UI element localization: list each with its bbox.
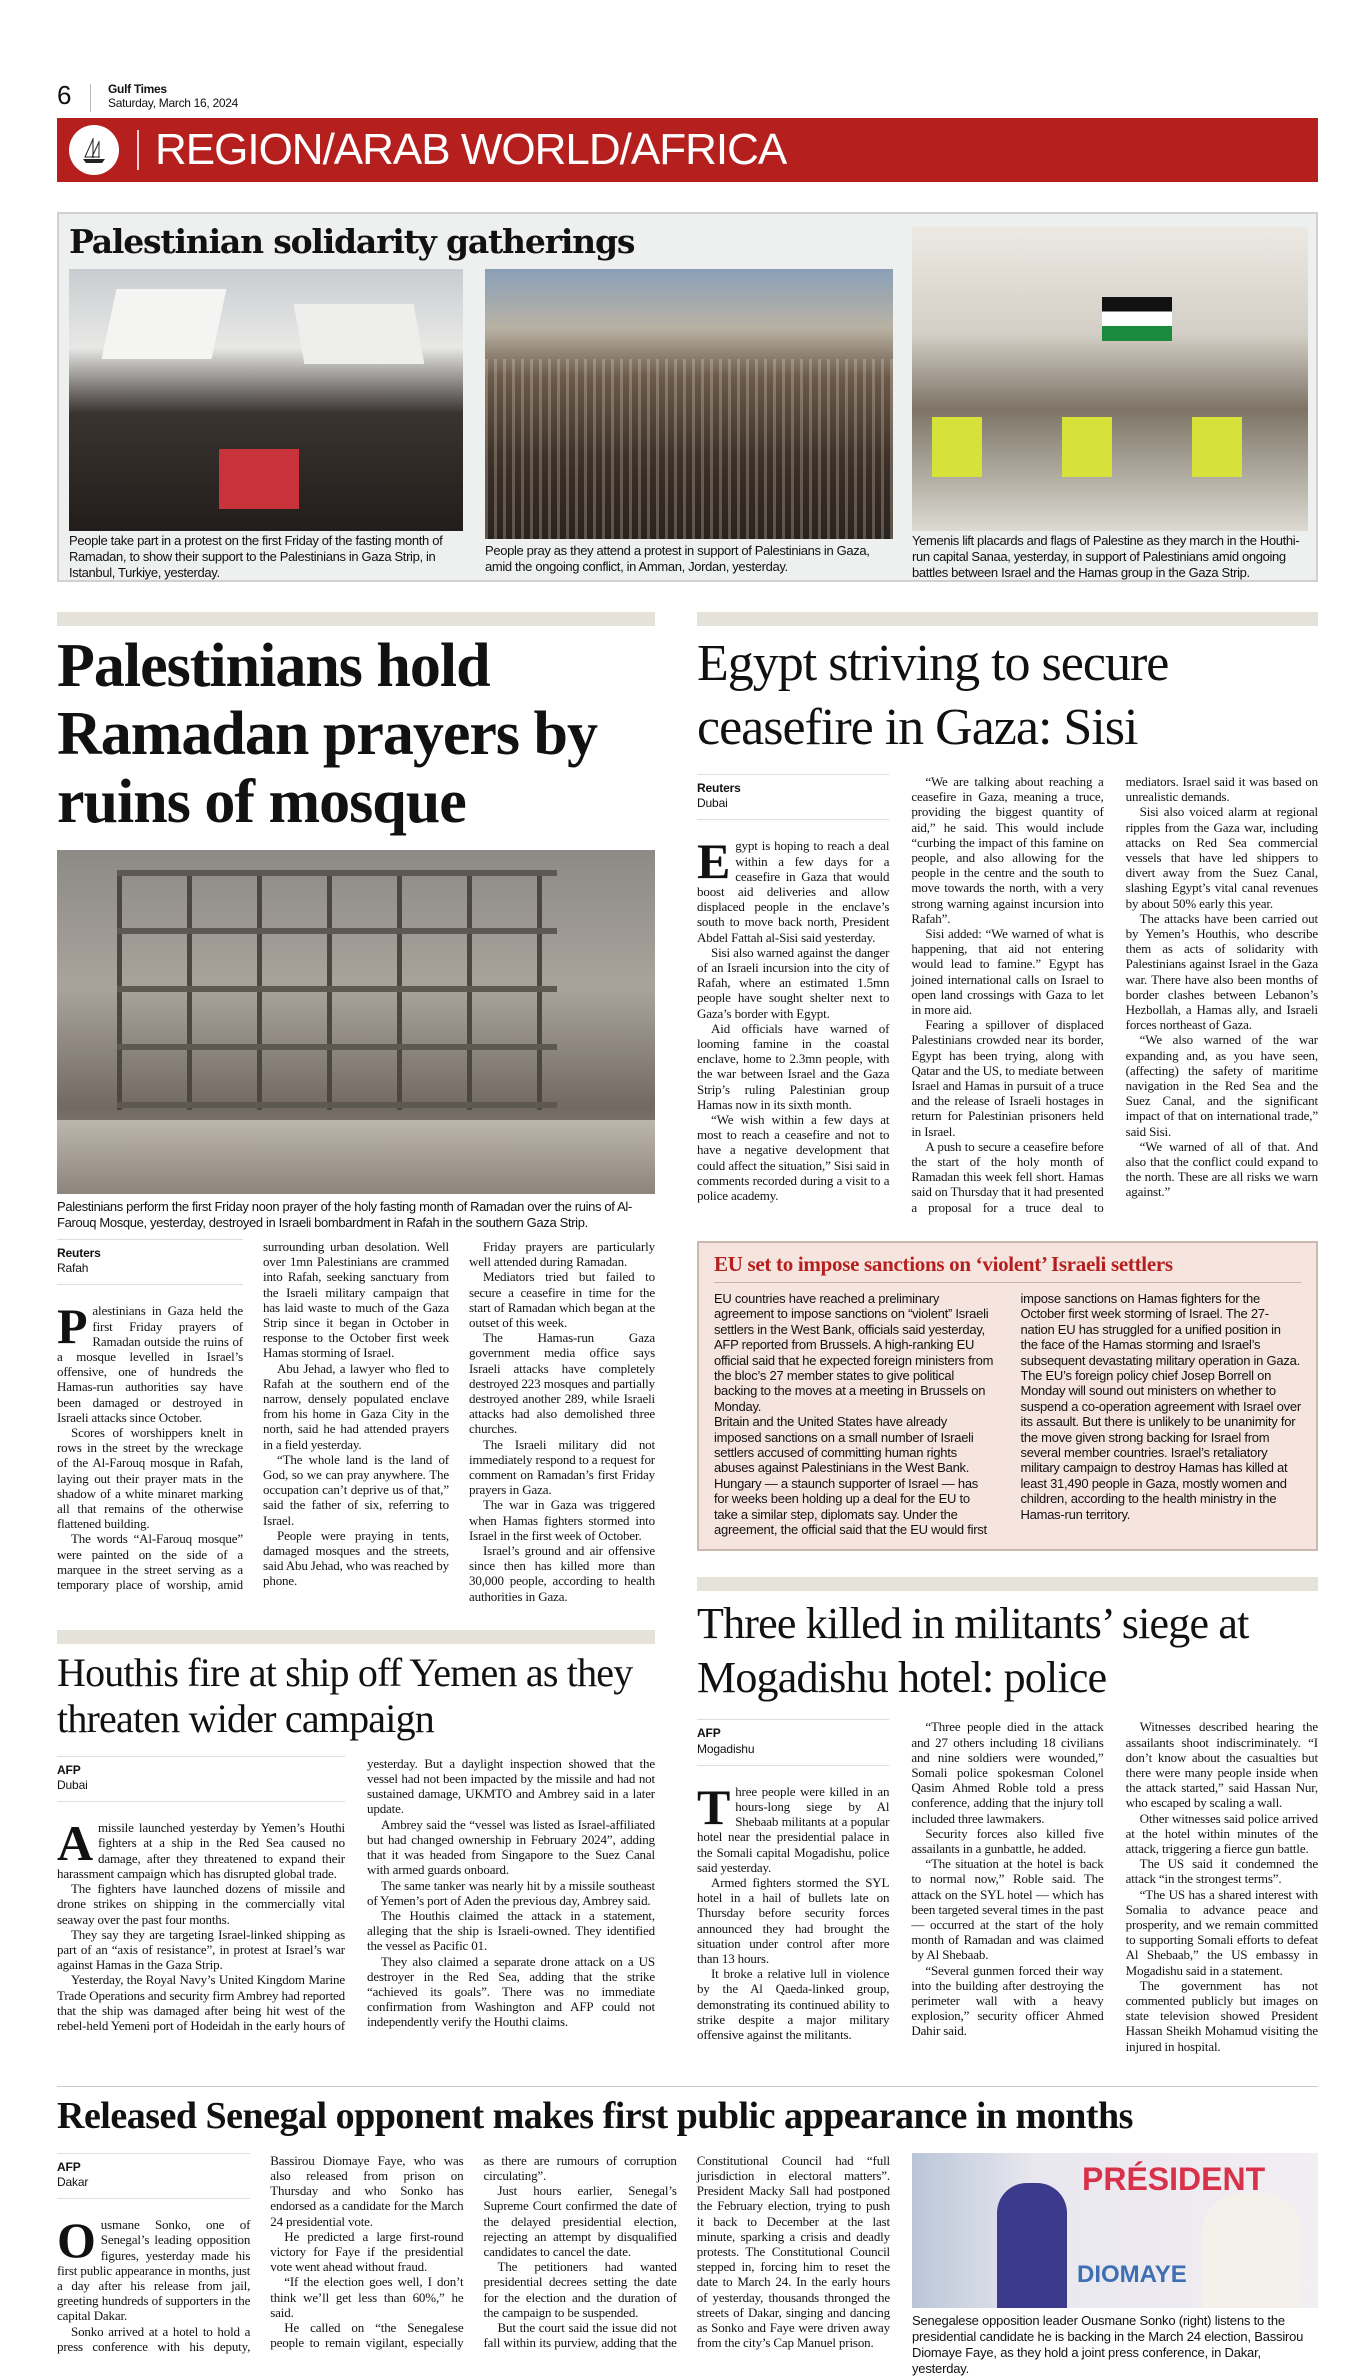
article-divider-bar xyxy=(697,612,1318,626)
article-paragraph: The same tanker was nearly hit by a missile southeast of Yemen’s port of Aden the previous day, Ambrey said. xyxy=(367,1877,655,1908)
article-paragraph: The words “Al-Farouq mosque” were painted on the side of a marquee in the street serving as a temporary place of worship, amid surrounding urban desolation. Well over 1mn Palestinians are crammed into Rafah, seeking sanctuary from the Israeli military campaign that has laid waste to much of the Gaza Strip since it began in October in response to the October first week Hamas storming of Israel. xyxy=(57,1239,449,1593)
article-paragraph: They also claimed a separate drone attack on a US destroyer in the Red Sea, adding that the strike “achieved its goals”. There was no immediate confirmation from Washington and AFP could not independently verify the Houthi claims. xyxy=(367,1953,655,2030)
article-paragraph: Sisi also voiced alarm at regional ripples from the Gaza war, including attacks on Red Sea commercial vessels that have led shippers to divert away from the Suez Canal, slashing Egypt’s vital canal revenues by about 50% early this year. xyxy=(1125,804,1318,911)
page-number: 6 xyxy=(57,80,72,110)
article-paragraph: The petitioners had wanted presidential decrees setting the date for the election and the duration of the campaign to be suspended. xyxy=(483,2259,677,2320)
banner-divider xyxy=(137,130,139,170)
photo-signage-president: PRÉSIDENT xyxy=(1082,2160,1266,2197)
article-paragraph: Britain and the United States have already imposed sanctions on a small number of Israeli settlers accused of committing human rights abuses against Palestinians in the West Bank. xyxy=(714,1414,974,1476)
article-paragraph: Abu Jehad, a lawyer who fled to Rafah at the southern end of the narrow, densely populated enclave from his home in Gaza City in the north, said he had attended prayers in a field yesterday. xyxy=(263,1360,449,1452)
photo-signage-diomaye: DIOMAYE xyxy=(1077,2260,1187,2288)
article-paragraph: Fearing a spillover of displaced Palestinians crowded near its border, Egypt has been trying, along with Qatar and the US, to mediate between Israel and Hamas in pursuit of a truce and the release of Israeli hostages in return for Palestinian prisoners held in Israel. xyxy=(911,1017,1104,1139)
article-paragraph: The government has not commented publicly but images on state television showed President Hassan Sheikh Mohamud visiting the injured in hospital. xyxy=(1125,1977,1318,2054)
right-column xyxy=(697,612,1318,2080)
byline-agency: AFP xyxy=(57,2159,81,2174)
eu-box-headline: EU set to impose sanctions on ‘violent’ Israeli settlers xyxy=(714,1251,1173,1276)
article-paragraph: EU countries have reached a preliminary agreement to impose sanctions on “violent” Israeli settlers in the West Bank, officials said yesterday, AFP reported from Brussels. A high-ranking EU official said that he expected foreign ministers from the bloc’s 27 member states to give political backing to the moves at a meeting in Brussels on Monday. xyxy=(714,1290,994,1414)
article-paragraph: The attacks have been carried out by Yemen’s Houthis, who describe them as acts of solidarity with Palestinians against Israel in the Gaza war. There have also been months of border clashes between Lebanon’s Hezbollah, a Hamas ally, and Israeli forces northeast of Gaza. xyxy=(1125,910,1318,1033)
article-paragraph: Security forces also killed five assailants in a gunbattle, he added. xyxy=(911,1825,1104,1857)
article-paragraph: Egypt is hoping to reach a deal within a few days for a ceasefire in Gaza that would boost aid deliveries and allow displaced people in the enclave’s south to move back north, President Abdel Fattah al-Sisi said yesterday. xyxy=(697,833,890,945)
byline xyxy=(57,1756,345,1802)
article-paragraph: Palestinians in Gaza held the first Friday prayers of Ramadan outside the ruins of a mosque levelled in Israel’s offensive, one of hundreds the Hamas-run authorities say have been damaged or destroyed in Israeli attacks since October. xyxy=(57,1298,243,1425)
article-paragraph: He called on “the Senegalese people to remain vigilant, especially as there are rumours of corruption circulating”. xyxy=(270,2152,677,2351)
byline-dateline: Dubai xyxy=(697,796,728,811)
article-paragraph: A push to secure a ceasefire before the start of the holy month of Ramadan this week fell short. Hamas said on Thursday that it had presented a proposal for a truce deal to mediators. Israel said it was based on unrealistic demands. xyxy=(911,774,1318,1215)
article-paragraph: “We warned of all of that. And also that the conflict could expand to the north. These are all risks we warn against.” xyxy=(1125,1138,1318,1200)
senegal-photo-caption: Senegalese opposition leader Ousmane Sonko (right) listens to the presidential candidate he is backing in the March 24 election, Bassirou Diomaye Faye, as they hold a joint press conference, in Dakar, yesterday. xyxy=(912,2312,1304,2376)
publication-date: Saturday, March 16, 2024 xyxy=(108,96,238,110)
article-paragraph: The Houthis claimed the attack in a statement, alleging that the ship is Israeli-owned. They identified the vessel as Pacific 01. xyxy=(367,1907,655,1954)
article-paragraph: Just hours earlier, Senegal’s Supreme Court confirmed the date of the delayed presidential election, rejecting an attempt by disqualified candidates to cancel the date. xyxy=(483,2183,677,2260)
section-rule xyxy=(57,2086,1318,2087)
byline-agency: Reuters xyxy=(697,781,741,795)
amman-prayer-photo xyxy=(485,269,893,539)
article-paragraph: It broke a relative lull in violence by the Al Qaeda-linked group, demonstrating its continued ability to strike despite a major military offensive against the militants. xyxy=(697,1966,890,2043)
article-paragraph: Armed fighters stormed the SYL hotel in a hail of bullets late on Thursday before security forces announced they had brought the situation under control after more than 13 hours. xyxy=(697,1875,890,1967)
eu-sanctions-box xyxy=(697,1241,1318,1552)
sanaa-march-photo xyxy=(912,227,1308,531)
article-paragraph: Friday prayers are particularly well attended during Ramadan. xyxy=(469,1239,655,1270)
byline-dateline: Dubai xyxy=(57,1778,88,1793)
main-article-body xyxy=(57,1239,655,1604)
istanbul-protest-photo xyxy=(69,269,463,531)
eu-box-rule xyxy=(714,1282,1301,1283)
article-paragraph: The fighters have launched dozens of missile and drone strikes on shipping in the commercially vital seaway over the past four months. xyxy=(57,1881,345,1927)
article-paragraph: “The US has a shared interest with Somalia to advance peace and prosperity, and we remain committed to supporting Somali efforts to defeat Al Shebaab,” the US embassy in Mogadishu said in a statement. xyxy=(1125,1886,1318,1978)
main-headline: Palestinians hold Ramadan prayers by ruins of mosque xyxy=(57,632,598,836)
article-paragraph: Sisi also warned against the danger of an Israeli incursion into the city of Rafah, where an estimated 1.5mn people have sought shelter next to Gaza’s border with Egypt. xyxy=(697,944,890,1021)
egypt-headline: Egypt striving to secure ceasefire in Gaza: Sisi xyxy=(697,635,1169,756)
article-paragraph: The Hamas-run Gaza government media office says Israeli attacks have completely destroyed 223 mosques and partially destroyed another 289, while Israeli attacks had also demolished three churches. xyxy=(469,1330,655,1437)
dhow-logo-icon xyxy=(69,125,119,175)
byline-dateline: Mogadishu xyxy=(697,1741,755,1756)
byline-agency: AFP xyxy=(57,1762,81,1777)
article-paragraph: Israel’s ground and air offensive since then has killed more than 30,000 people, according to health authorities in Gaza. xyxy=(469,1543,655,1604)
egypt-article-body xyxy=(697,774,1318,1215)
article-divider-bar xyxy=(57,612,655,626)
gallery-caption-2: People pray as they attend a protest in support of Palestinians in Gaza, amid the ongoing conflict, in Amman, Jordan, yesterday. xyxy=(485,543,870,574)
mogadishu-article-body xyxy=(697,1719,1318,2053)
article-paragraph: People were praying in tents, damaged mosques and the streets, said Abu Jehad, who was reached by phone. xyxy=(263,1527,449,1589)
article-paragraph: “The situation at the hotel is back to normal now,” Roble said. The attack on the SYL hotel — which has been targeted several times in the past — occurred at the start of the holy month of Ramadan and was claimed by Al Shebaab. xyxy=(911,1856,1104,1963)
byline xyxy=(697,774,889,820)
sonko-faye-press-conference-photo xyxy=(912,2153,1318,2308)
publication-name: Gulf Times xyxy=(108,82,167,96)
byline-agency: AFP xyxy=(697,1726,721,1741)
eu-box-body xyxy=(714,1291,1301,1538)
article-paragraph: Scores of worshippers knelt in rows in the street by the wreckage of the Al-Farouq mosque in Rafah, laying out their prayer mats in the shadow of a white minaret marking all that remains of the otherwise flattened building. xyxy=(57,1425,243,1532)
section-banner xyxy=(57,118,1318,182)
article-divider-bar xyxy=(57,1630,655,1644)
article-paragraph: Yesterday, the Royal Navy’s United Kingdom Marine Trade Operations and security firm Ambrey had reported that the ship was damaged after being hit west of the rebel-held Yemeni port of Hodeidah in the early hours of yesterday. But a daylight inspection showed that the vessel had not been impacted by the missile and had not sustained damage, UKMTO and Ambrey said in a later update. xyxy=(57,1755,655,2033)
main-photo-caption: Palestinians perform the first Friday noon prayer of the holy fasting month of Ramadan over the ruins of Al-Farouq Mosque, yesterday, destroyed in Israeli bombardment in Rafah in the southern Gaza Strip. xyxy=(57,1199,632,1230)
article-paragraph: Aid officials have warned of looming famine in the coastal enclave, home to 2.3mn people, with the war between Israel and the Gaza Strip’s ruling Palestinian group Hamas now in its sixth month. xyxy=(697,1020,890,1112)
senegal-article-body xyxy=(57,2153,890,2354)
article-paragraph: “Several gunmen forced their way into the building after destroying the perimeter wall with a heavy explosion,” security officer Ahmed Dahir said. xyxy=(911,1962,1104,2039)
header-divider xyxy=(90,84,91,112)
article-paragraph: Sonko arrived at a hotel to hold a press conference with his deputy, Bassirou Diomaye Faye, who was also released from prison on Thursday and who Sonko has endorsed as a candidate for the March 24 presidential vote. xyxy=(57,2152,464,2354)
article-paragraph: Ousmane Sonko, one of Senegal’s leading opposition figures, yesterday made his first public appearance in months, just a day after his release from jail, greeting hundreds of supporters in the capital Dakar. xyxy=(57,2212,251,2324)
houthi-headline: Houthis fire at ship off Yemen as they threaten wider campaign xyxy=(57,1649,633,1741)
article-paragraph: Hungary — a staunch supporter of Israel — has for weeks been holding up a deal for the EU to take a similar step, diplomats say. Under the agreement, the official said that the EU would first impose sanctions on Hamas fighters for the October first week storming of Israel. The 27-nation EU has struggled for a unified position in the face of the Hamas storming and Israel’s subsequent devastating military operation in Gaza. xyxy=(714,1290,1300,1537)
article-paragraph: Three people were killed in an hours-long siege by Al Shebaab militants at a popular hotel near the presidential palace in the Somali capital Mogadishu, police said yesterday. xyxy=(697,1778,890,1875)
byline-dateline: Rafah xyxy=(57,1261,89,1276)
article-paragraph: Mediators tried but failed to secure a ceasefire in time for the start of Ramadan which began at the outset of this week. xyxy=(469,1269,655,1331)
mogadishu-headline: Three killed in militants’ siege at Mogadishu hotel: police xyxy=(697,1599,1249,1703)
left-column xyxy=(57,612,655,2059)
article-paragraph: But the court said the issue did not fall within its purview, adding that the Constitutional Council had “full jurisdiction in electoral matters”. President Macky Sall had postponed the February election, trying to push it back to December at the last minute, sparking a crisis and deadly protests. The Constitutional Council stepped in, forcing him to reset the date to March 24. In the early hours of yesterday, thousands thronged the streets of Dakar, singing and dancing as Sonko and Faye were driven away from the city’s Cap Manuel prison. xyxy=(483,2152,890,2351)
article-paragraph: Amissile launched yesterday by Yemen’s Houthi fighters at a ship in the Red Sea caused no damage, after they threatened to expand their harassment campaign which has disrupted global trade. xyxy=(57,1815,345,1881)
article-paragraph: The EU’s foreign policy chief Josep Borrell on Monday will sound out ministers on whether to suspend a co-operation agreement with Israel over its assault. But there is unlikely to be unanimity for the move given strong backing for Israel from several member countries. Israel’s retaliatory military campaign to destroy Hamas has killed at least 31,490 people in Gaza, mostly women and children, according to the health ministry in the Hamas-run territory. xyxy=(1020,1367,1301,1522)
section-title: REGION/ARAB WORLD/AFRICA xyxy=(155,125,787,174)
article-paragraph: “If the election goes well, I don’t think we’ll get less than 60%,” he said. xyxy=(270,2274,464,2320)
article-divider-bar xyxy=(697,1577,1318,1591)
byline xyxy=(57,1239,243,1285)
byline xyxy=(697,1719,889,1765)
gallery-caption-3: Yemenis lift placards and flags of Palestine as they march in the Houthi-run capital Sanaa, yesterday, in support of Palestinians amid ongoing battles between Israel and the Hamas group in the Gaza Strip. xyxy=(912,533,1300,580)
article-paragraph: “We wish within a few days at most to reach a ceasefire and not to have a negative development that could affect the situation,” Sisi said in comments recorded during a visit to a police academy. xyxy=(697,1112,890,1204)
senegal-headline: Released Senegal opponent makes first public appearance in months xyxy=(57,2094,1133,2137)
article-paragraph: Sisi added: “We warned of what is happening, that aid not entering would lead to famine.” Egypt has joined international calls on Israel to open land crossings with Gaza to let in more aid. xyxy=(911,926,1104,1018)
gallery-caption-1: People take part in a protest on the first Friday of the fasting month of Ramadan, to show their support to the Palestinians in Gaza Strip, in Istanbul, Turkiye, yesterday. xyxy=(69,533,443,580)
senegal-photo-block xyxy=(912,2153,1318,2377)
article-paragraph: “We are talking about reaching a ceasefire in Gaza, meaning a truce, providing the biggest quantity of aid,” he said. This would include “curbing the impact of this famine on people, and also allowing for the people in the centre and the south to move towards the north, with a very strong warning against incursion into Rafah”. xyxy=(911,774,1104,926)
article-paragraph: “We also warned of the war expanding and, as you have seen,(affecting) the safety of maritime navigation in the Red Sea and the Suez Canal, and the significant impact of that on international trade,” said Sisi. xyxy=(1125,1032,1318,1139)
article-paragraph: The Israeli military did not immediately respond to a request for comment on Ramadan’s first Friday prayers in Gaza. xyxy=(469,1436,655,1498)
rafah-mosque-ruins-photo xyxy=(57,850,655,1194)
article-paragraph: Witnesses described hearing the assailants shoot indiscriminately. “I don’t know about the casualties but there were many people inside when the attack started,” said Hassan Nur, who escaped by scaling a wall. xyxy=(1125,1719,1318,1811)
article-paragraph: Ambrey said the “vessel was listed as Israel-affiliated but had changed ownership in February 2024”, adding that it was headed from Singapore to the Suez Canal with armed guards onboard. xyxy=(367,1816,655,1878)
article-paragraph: The US said it condemned the attack “in the strongest terms”. xyxy=(1125,1856,1318,1887)
article-paragraph: He predicted a large first-round victory for Faye if the presidential vote went ahead without fraud. xyxy=(270,2228,464,2275)
articles-area xyxy=(57,612,1318,2377)
article-paragraph: “The whole land is the land of God, so we can pray anywhere. The occupation can’t deprive us of that,” said the father of six, referring to Israel. xyxy=(263,1451,449,1528)
gallery-title: Palestinian solidarity gatherings xyxy=(69,222,635,261)
byline-agency: Reuters xyxy=(57,1246,101,1260)
houthi-article-body xyxy=(57,1756,655,2033)
article-paragraph: They say they are targeting Israel-linked shipping as part of an “axis of resistance”, in protest at Israel’s war against Hamas in the Gaza Strip. xyxy=(57,1926,345,1973)
article-paragraph: Other witnesses said police arrived at the hotel within minutes of the attack, triggering a fierce gun battle. xyxy=(1125,1810,1318,1857)
article-paragraph: The war in Gaza was triggered when Hamas fighters stormed into Israel in the first week of October. xyxy=(469,1497,655,1543)
byline-dateline: Dakar xyxy=(57,2175,89,2190)
byline xyxy=(57,2153,250,2199)
article-paragraph: “Three people died in the attack and 27 others including 18 civilians and nine soldiers were wounded,” Somali police spokesman Colonel Qasim Ahmed Roble told a press conference, adding that the injury toll included three lawmakers. xyxy=(911,1719,1104,1826)
